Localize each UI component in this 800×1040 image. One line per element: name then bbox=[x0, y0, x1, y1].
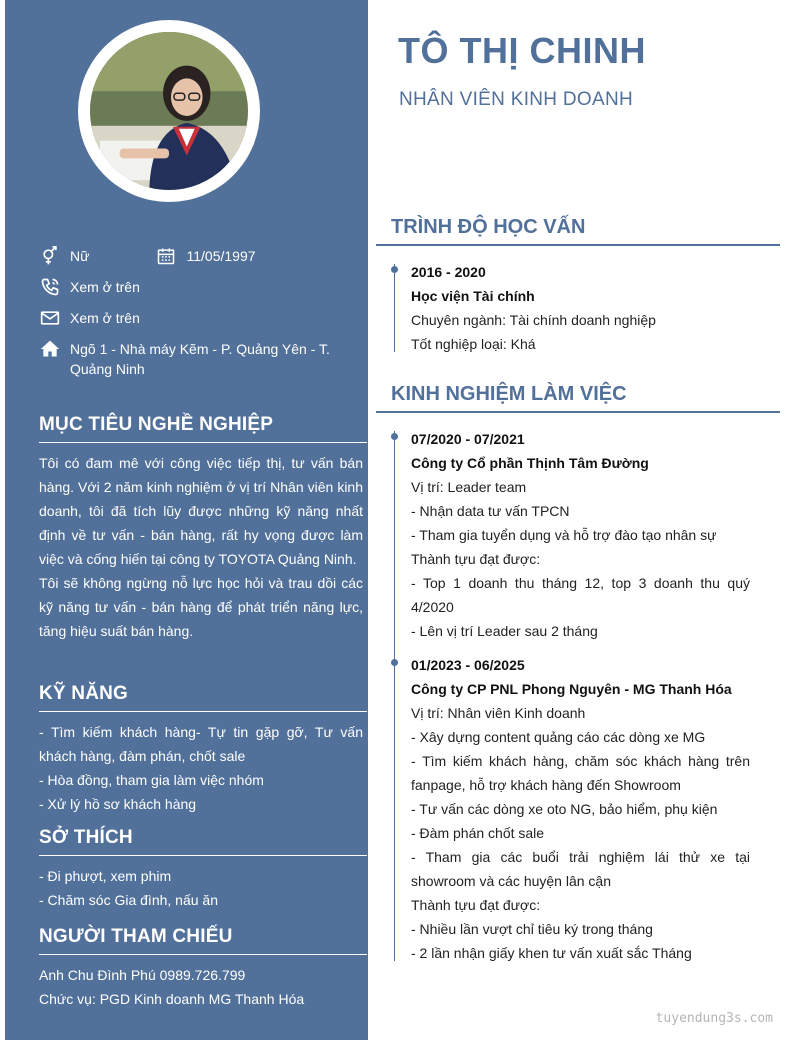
experience-title: KINH NGHIỆM LÀM VIỆC bbox=[376, 383, 780, 413]
skills-title: KỸ NĂNG bbox=[39, 683, 367, 712]
sidebar bbox=[5, 0, 368, 1040]
home-icon bbox=[39, 339, 61, 359]
avatar-photo bbox=[90, 32, 248, 190]
hobbies-title: SỞ THÍCH bbox=[39, 827, 367, 856]
avatar bbox=[90, 32, 248, 190]
entry-org: Công ty Cổ phần Thịnh Tâm Đường bbox=[411, 455, 649, 471]
hobby-item: - Chăm sóc Gia đình, nấu ăn bbox=[39, 892, 218, 908]
email-value: Xem ở trên bbox=[70, 310, 140, 326]
objective-paragraph-2: Tôi sẽ không ngừng nỗ lực học hỏi và trau dồi các kỹ năng tư vấn - bán hàng để phát triển năng lực, tăng hiệu suất bán hàng. bbox=[39, 575, 363, 639]
dob-item bbox=[155, 246, 255, 266]
entry-line: - Tham gia các buổi trải nghiệm lái thử xe tại showroom và các huyện lân cận bbox=[411, 849, 750, 889]
entry-line: - Đàm phán chốt sale bbox=[411, 825, 545, 841]
timeline-dot bbox=[391, 659, 398, 666]
entry-date: 07/2020 - 07/2021 bbox=[411, 431, 525, 447]
entry-line: Chuyên ngành: Tài chính doanh nghiệp bbox=[411, 312, 656, 328]
envelope-icon bbox=[39, 308, 61, 328]
skill-item: - Xử lý hồ sơ khách hàng bbox=[39, 796, 197, 812]
experience-section bbox=[376, 383, 780, 975]
phone-item bbox=[39, 277, 349, 297]
email-item bbox=[39, 308, 349, 328]
entry-line: Tốt nghiệp loại: Khá bbox=[411, 336, 536, 352]
gender-value: Nữ bbox=[70, 248, 90, 264]
experience-entry bbox=[411, 427, 780, 643]
objective-paragraph-1: Tôi có đam mê với công việc tiếp thị, tư vấn bán hàng. Với 2 năm kinh nghiệm ở vị trí Nhân viên kinh doanh, tôi đã tích lũy được những kỹ năng nhất định về tư vấn - bán hàng, rất hy vọng được làm việc và cống hiến tại công ty TOYOTA Quảng Ninh. bbox=[39, 455, 363, 567]
gender-icon bbox=[39, 246, 61, 266]
education-title: TRÌNH ĐỘ HỌC VẤN bbox=[376, 216, 780, 246]
references-title: NGƯỜI THAM CHIẾU bbox=[39, 926, 367, 955]
education-section bbox=[376, 216, 780, 366]
education-entry bbox=[411, 260, 780, 356]
address-value: Ngõ 1 - Nhà máy Kẽm - P. Quảng Yên - T. Quảng Ninh bbox=[70, 341, 330, 377]
entry-line: Thành tựu đạt được: bbox=[411, 897, 541, 913]
experience-entry bbox=[411, 653, 780, 965]
phone-icon bbox=[39, 277, 61, 297]
entry-line: Vị trí: Nhân viên Kinh doanh bbox=[411, 705, 586, 721]
entry-line: Vị trí: Leader team bbox=[411, 479, 527, 495]
dob-value: 11/05/1997 bbox=[186, 248, 256, 264]
avatar-frame bbox=[78, 20, 260, 202]
phone-value: Xem ở trên bbox=[70, 279, 140, 295]
hobbies-section bbox=[39, 827, 367, 912]
entry-line: - Nhiều lần vượt chỉ tiêu ký trong tháng bbox=[411, 921, 653, 937]
education-timeline bbox=[394, 260, 780, 356]
entry-date: 2016 - 2020 bbox=[411, 264, 486, 280]
entry-line: - Tư vấn các dòng xe oto NG, bảo hiểm, phụ kiện bbox=[411, 801, 718, 817]
entry-line: - Top 1 doanh thu tháng 12, top 3 doanh thu quý 4/2020 bbox=[411, 575, 750, 615]
reference-item: Chức vụ: PGD Kinh doanh MG Thanh Hóa bbox=[39, 991, 305, 1007]
calendar-icon bbox=[155, 246, 177, 266]
contact-info bbox=[39, 246, 349, 390]
watermark: tuyendung3s.com bbox=[655, 1011, 773, 1026]
hobby-item: - Đi phượt, xem phim bbox=[39, 868, 172, 884]
entry-line: - Nhận data tư vấn TPCN bbox=[411, 503, 570, 519]
skill-item: - Tìm kiếm khách hàng- Tự tin gặp gỡ, Tư vấn khách hàng, đàm phán, chốt sale bbox=[39, 724, 363, 764]
candidate-role: NHÂN VIÊN KINH DOANH bbox=[399, 89, 634, 110]
entry-line: - Xây dựng content quảng cáo các dòng xe MG bbox=[411, 729, 706, 745]
skill-item: - Hòa đồng, tham gia làm việc nhóm bbox=[39, 772, 264, 788]
candidate-name: TÔ THỊ CHINH bbox=[398, 30, 646, 71]
entry-line: - Lên vị trí Leader sau 2 tháng bbox=[411, 623, 598, 639]
address-item bbox=[39, 339, 349, 379]
objective-section bbox=[39, 414, 367, 643]
entry-line: - Tham gia tuyển dụng và hỗ trợ đào tạo nhân sự bbox=[411, 527, 717, 543]
gender-item bbox=[39, 246, 89, 266]
references-section bbox=[39, 926, 367, 1011]
entry-line: - 2 lần nhận giấy khen tư vấn xuất sắc Tháng bbox=[411, 945, 692, 961]
timeline-dot bbox=[391, 433, 398, 440]
entry-org: Học viện Tài chính bbox=[411, 288, 535, 304]
objective-title: MỤC TIÊU NGHỀ NGHIỆP bbox=[39, 414, 367, 443]
entry-date: 01/2023 - 06/2025 bbox=[411, 657, 525, 673]
reference-item: Anh Chu Đình Phú 0989.726.799 bbox=[39, 967, 246, 983]
entry-line: Thành tựu đạt được: bbox=[411, 551, 541, 567]
entry-org: Công ty CP PNL Phong Nguyên - MG Thanh Hóa bbox=[411, 681, 732, 697]
personal-row bbox=[39, 246, 349, 266]
experience-timeline bbox=[394, 427, 780, 965]
skills-section bbox=[39, 683, 367, 816]
timeline-dot bbox=[391, 266, 398, 273]
entry-line: - Tìm kiếm khách hàng, chăm sóc khách hàng trên fanpage, hỗ trợ khách hàng đến Showroom bbox=[411, 753, 750, 793]
